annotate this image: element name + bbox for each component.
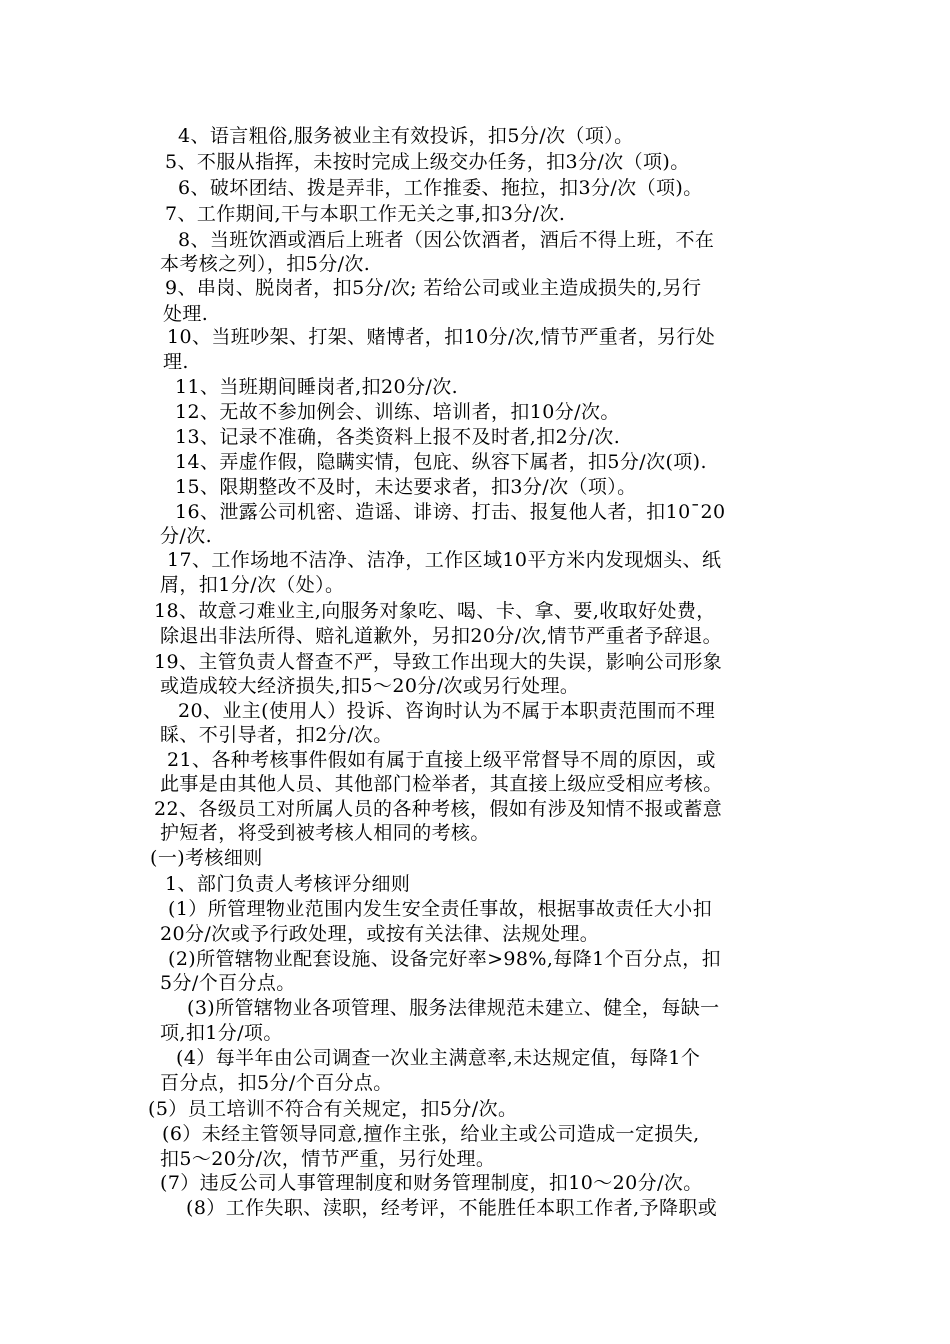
text-line: 17、工作场地不洁净、洁净，工作区域10平方米内发现烟头、纸 [167,549,722,571]
text-line: 项,扣1分/项。 [160,1022,283,1044]
text-line: 22、各级员工对所属人员的各种考核，假如有涉及知情不报或蓄意 [154,798,723,820]
text-line: 15、限期整改不及时，未达要求者，扣3分/次（项）。 [175,476,637,498]
text-line: 睬、不引导者，扣2分/次。 [160,724,393,746]
text-line: 6、破坏团结、拨是弄非，工作推委、拖拉，扣3分/次（项)。 [178,177,703,199]
text-line: 10、当班吵架、打架、赌博者，扣10分/次,情节严重者，另行处 [167,326,716,348]
text-line: 除退出非法所得、赔礼道歉外，另扣20分/次,情节严重者予辞退。 [160,625,723,647]
text-line: 12、无故不参加例会、训练、培训者，扣10分/次。 [175,401,620,423]
text-line: 5分/个百分点。 [160,972,296,994]
text-line: (一)考核细则 [150,847,263,869]
text-line: 14、弄虚作假，隐瞒实情，包庇、纵容下属者，扣5分/次(项). [175,451,707,473]
text-line: 1、部门负责人考核评分细则 [165,873,411,895]
text-line: 或造成较大经济损失,扣5～20分/次或另行处理。 [160,675,580,697]
text-line: 本考核之列），扣5分/次. [160,253,371,275]
text-line: 13、记录不准确，各类资料上报不及时者,扣2分/次. [175,426,621,448]
text-line: 20分/次或予行政处理，或按有关法律、法规处理。 [160,923,600,945]
text-line: 11、当班期间睡岗者,扣20分/次. [175,376,459,398]
text-line: 扣5～20分/次，情节严重，另行处理。 [160,1148,496,1170]
text-line: 21、各种考核事件假如有属于直接上级平常督导不周的原因，或 [167,749,716,771]
text-line: 4、语言粗俗,服务被业主有效投诉，扣5分/次（项）。 [178,125,634,147]
text-line: 分/次. [160,525,213,547]
text-line: 18、故意刁难业主,向服务对象吃、喝、卡、拿、要,收取好处费， [154,600,716,622]
text-line: (3)所管辖物业各项管理、服务法律规范未建立、健全，每缺一 [187,997,720,1019]
text-line: 20、业主(使用人）投诉、咨询时认为不属于本职责范围而不理 [178,700,716,722]
text-line: (5）员工培训不符合有关规定，扣5分/次。 [148,1098,518,1120]
text-line: (7）违反公司人事管理制度和财务管理制度，扣10～20分/次。 [160,1172,703,1194]
text-line: (8）工作失职、渎职，经考评，不能胜任本职工作者,予降职或 [186,1197,718,1219]
text-line: 护短者，将受到被考核人相同的考核。 [160,822,490,844]
text-line: 此事是由其他人员、其他部门检举者，其直接上级应受相应考核。 [160,773,723,795]
text-line: 5、不服从指挥，未按时完成上级交办任务，扣3分/次（项)。 [165,151,690,173]
text-line: 理. [163,351,189,373]
text-line: (2)所管辖物业配套设施、设备完好率>98%,每降1个百分点，扣 [168,948,721,970]
text-line: 9、串岗、脱岗者，扣5分/次; 若给公司或业主造成损失的,另行 [165,277,702,299]
text-line: 19、主管负责人督查不严，导致工作出现大的失误，影响公司形象 [154,651,723,673]
text-line: 8、当班饮酒或酒后上班者（因公饮酒者，酒后不得上班，不在 [178,229,715,251]
text-line: (4）每半年由公司调查一次业主满意率,未达规定值，每降1个 [176,1047,701,1069]
text-line: 处理. [163,303,209,325]
text-line: 屑，扣1分/次（处）。 [160,574,345,596]
text-line: 7、工作期间,干与本职工作无关之事,扣3分/次. [165,203,566,225]
text-line: 百分点，扣5分/个百分点。 [160,1072,393,1094]
text-line: 16、泄露公司机密、造谣、诽谤、打击、报复他人者，扣10¯20 [175,501,726,523]
text-line: (1）所管理物业范围内发生安全责任事故，根据事故责任大小扣 [168,898,713,920]
text-line: (6）未经主管领导同意,擅作主张，给业主或公司造成一定损失, [162,1123,700,1145]
